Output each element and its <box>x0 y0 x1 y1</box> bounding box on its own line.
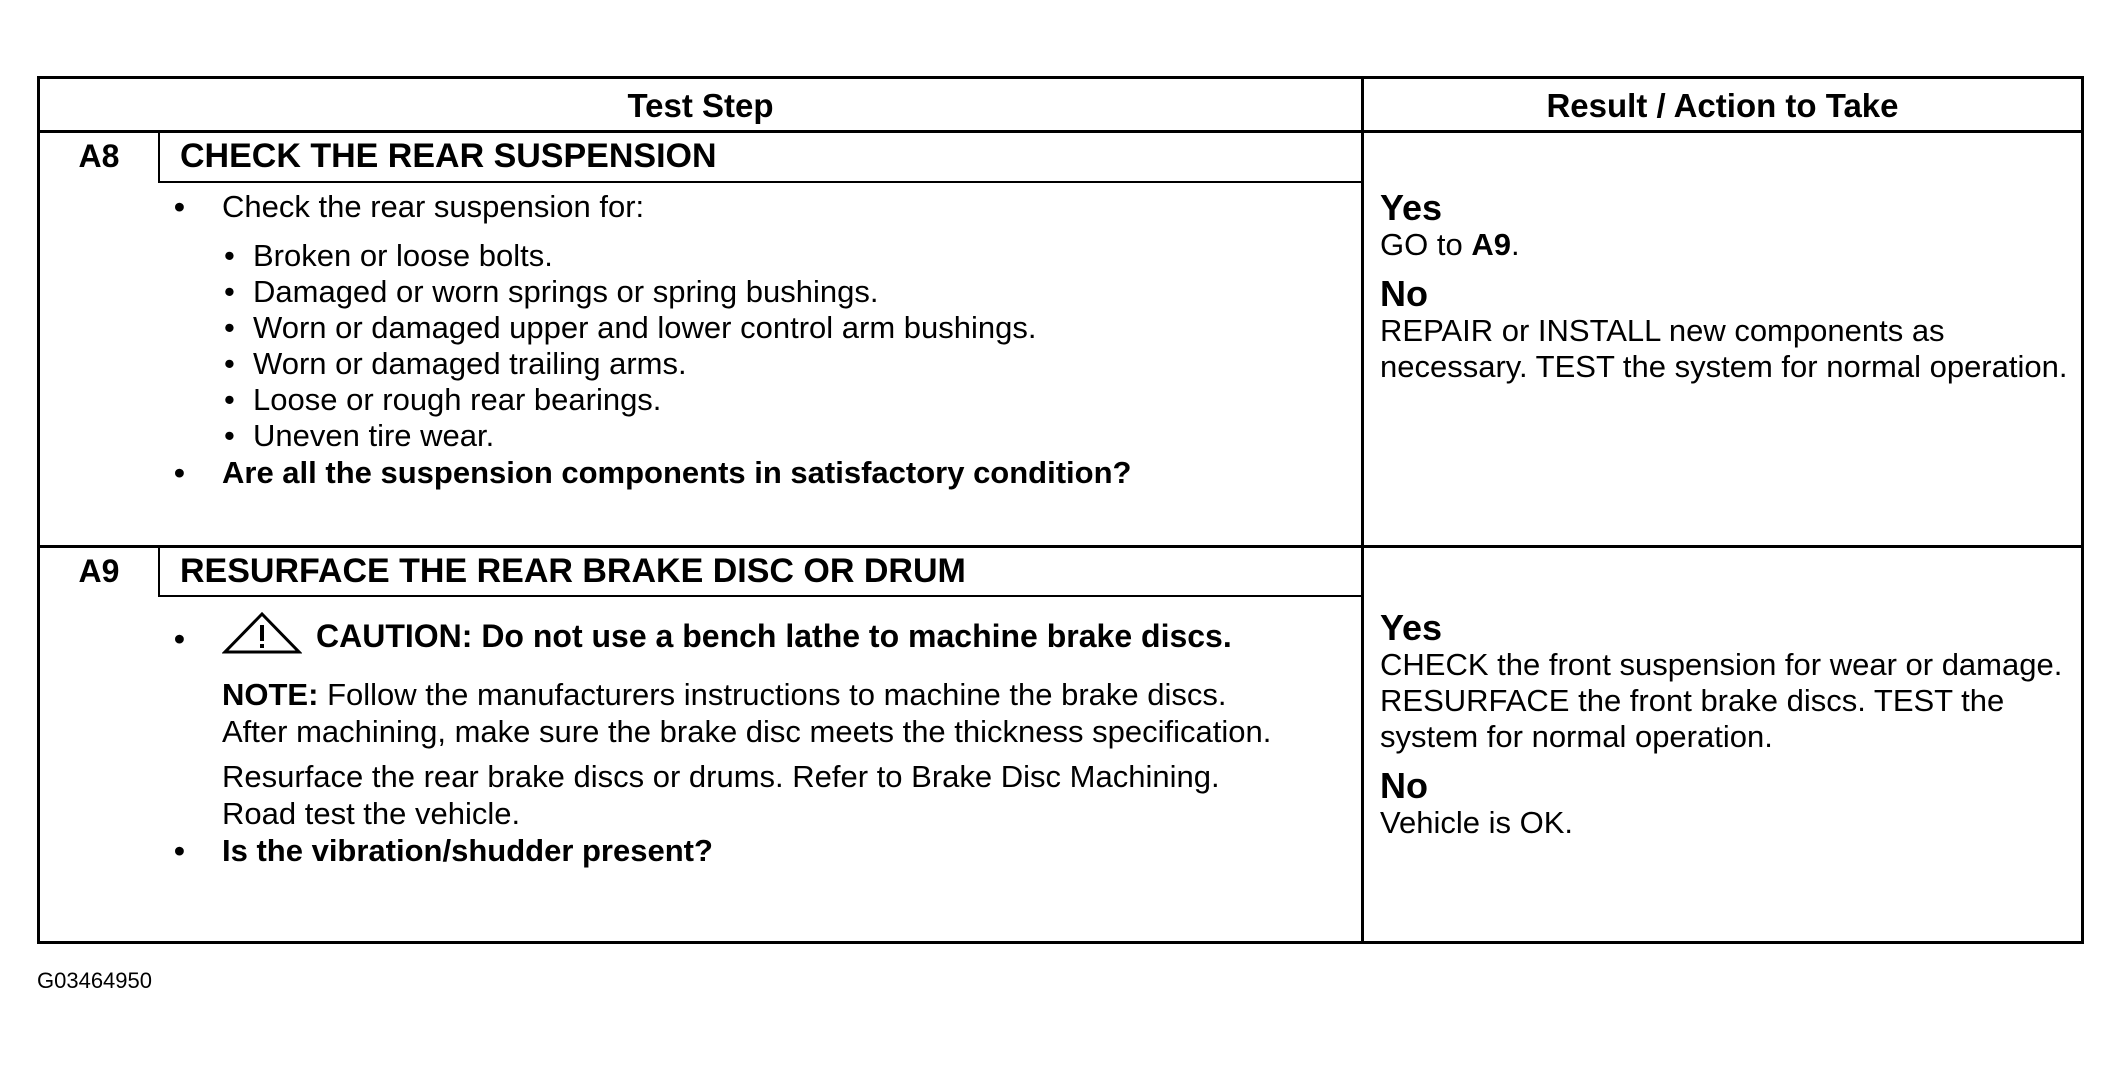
checklist-item: • Loose or rough rear bearings. <box>224 382 662 417</box>
result-no-label: No <box>1380 273 1428 314</box>
bullet-icon: • <box>224 310 235 345</box>
result-no-label: No <box>1380 765 1428 806</box>
figure-id: G03464950 <box>37 968 152 993</box>
step-title-a9: RESURFACE THE REAR BRAKE DISC OR DRUM <box>180 552 966 590</box>
note-label: NOTE: <box>222 677 319 712</box>
bullet-icon: • <box>174 189 185 224</box>
bullet-icon: • <box>224 346 235 381</box>
result-yes-text: GO to A9. <box>1380 227 1520 262</box>
checklist-item: • Uneven tire wear. <box>224 418 495 453</box>
step-body-a8 <box>160 188 1350 491</box>
bullet-icon: • <box>174 621 185 656</box>
step-code-a9: A9 <box>78 553 120 589</box>
checklist-item: • Broken or loose bolts. <box>224 238 553 273</box>
checklist-item: • Worn or damaged trailing arms. <box>224 346 687 381</box>
a8-question-text: Are all the suspension components in satisfactory condition? <box>222 455 1132 490</box>
bullet-icon: • <box>224 274 235 309</box>
result-yes-label: Yes <box>1380 187 1443 228</box>
a9-note <box>160 676 1272 750</box>
warning-triangle-icon <box>222 611 302 664</box>
bullet-icon: • <box>224 418 235 453</box>
result-no-text: Vehicle is OK. <box>1380 805 1573 840</box>
result-a9 <box>1380 609 2070 841</box>
a8-title-divider <box>158 181 1361 183</box>
checklist-item: • Worn or damaged upper and lower control arm bushings. <box>224 310 1037 345</box>
bullet-icon: • <box>174 455 185 490</box>
column-divider <box>1361 79 1364 941</box>
note-text: Follow the manufacturers instructions to machine the brake discs. After machining, make sure the brake disc meets the thickness specification. <box>222 677 1272 749</box>
result-a8 <box>1380 189 2070 385</box>
code-divider-a8 <box>158 130 160 183</box>
a9-question-text: Is the vibration/shudder present? <box>222 833 713 868</box>
header-divider <box>40 130 2081 133</box>
diagnostic-table <box>37 76 2084 944</box>
column-header-test-step: Test Step <box>627 87 774 124</box>
a9-title-divider <box>158 595 1361 597</box>
a8-intro-item <box>160 188 1350 225</box>
step-body-a9 <box>160 611 1350 869</box>
a9-question-item <box>160 832 1350 869</box>
a9-caution-item <box>160 611 1322 664</box>
result-yes-text: CHECK the front suspension for wear or damage. RESURFACE the front brake discs. TEST the system for normal operation. <box>1380 647 2063 754</box>
checklist-item: • Damaged or worn springs or spring bushings. <box>224 274 879 309</box>
a8-question-item <box>160 454 1302 491</box>
bullet-icon: • <box>224 238 235 273</box>
goto-step-link: A9 <box>1471 227 1511 262</box>
column-header-result-action: Result / Action to Take <box>1546 87 1899 124</box>
caution-text: CAUTION: Do not use a bench lathe to machine brake discs. <box>316 618 1232 654</box>
code-divider-a9 <box>158 545 160 597</box>
step-divider <box>40 545 2081 548</box>
bullet-icon: • <box>174 833 185 868</box>
step-code-a8: A8 <box>78 138 120 174</box>
a8-intro-text: Check the rear suspension for: <box>222 189 645 224</box>
a9-instruction: Resurface the rear brake discs or drums. Refer to Brake Disc Machining. Road test the vehicle. <box>222 759 1220 831</box>
result-no-text: REPAIR or INSTALL new components as necessary. TEST the system for normal operation. <box>1380 313 2068 384</box>
result-yes-label: Yes <box>1380 607 1443 648</box>
bullet-icon: • <box>224 382 235 417</box>
step-title-a8: CHECK THE REAR SUSPENSION <box>180 137 717 175</box>
